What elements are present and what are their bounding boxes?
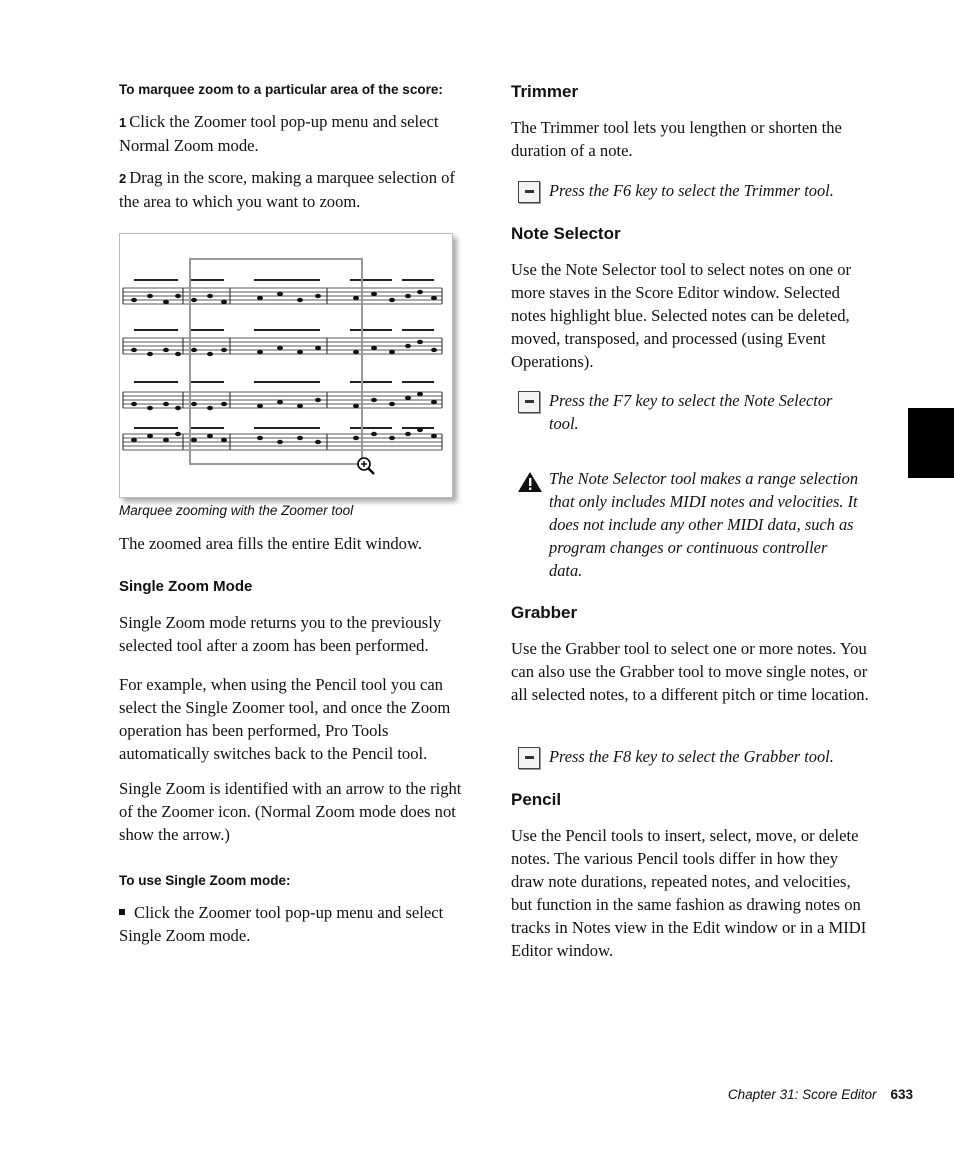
paragraph: For example, when using the Pencil tool you can select the Single Zoomer tool, and once the Zoom operation has been performed, Pro Tools automatically switches back to the Pencil tool. bbox=[119, 675, 451, 763]
step-2 bbox=[119, 166, 479, 213]
bullet-item bbox=[119, 901, 469, 947]
keyboard-key-icon bbox=[518, 391, 540, 413]
section-heading-note-selector: Note Selector bbox=[511, 224, 621, 243]
procedure-heading-single-zoom: To use Single Zoom mode: bbox=[119, 873, 291, 888]
section-heading-pencil: Pencil bbox=[511, 790, 562, 809]
section-heading-trimmer: Trimmer bbox=[511, 82, 579, 101]
step-1 bbox=[119, 110, 479, 157]
section-heading-grabber: Grabber bbox=[511, 603, 578, 622]
zoomer-magnifier-icon bbox=[358, 458, 374, 474]
step-text: Drag in the score, making a marquee selection of the area to which you want to zoom. bbox=[119, 168, 455, 211]
step-number: 1 bbox=[119, 115, 127, 130]
chapter-tab bbox=[908, 408, 954, 478]
step-number: 2 bbox=[119, 171, 127, 186]
score-illustration bbox=[120, 234, 452, 497]
step-text: Click the Zoomer tool pop-up menu and select Normal Zoom mode. bbox=[119, 112, 439, 155]
tip-note: Press the F6 key to select the Trimmer tool. bbox=[549, 181, 834, 200]
tip-note: Press the F8 key to select the Grabber tool. bbox=[549, 747, 834, 766]
keyboard-key-icon bbox=[518, 747, 540, 769]
footer-chapter: Chapter 31: Score Editor bbox=[727, 1087, 877, 1102]
page-number: 633 bbox=[890, 1087, 913, 1102]
score-zoom-figure bbox=[119, 233, 453, 498]
section-heading-single-zoom: Single Zoom Mode bbox=[119, 578, 253, 595]
paragraph: The zoomed area fills the entire Edit window. bbox=[119, 534, 423, 553]
paragraph: Use the Pencil tools to insert, select, move, or delete notes. The various Pencil tools differ in how they draw note durations, repeated notes, and velocities, but function in the same fashion as drawing notes on tracks in Notes view in the Edit window or in a MIDI Editor window. bbox=[511, 826, 867, 960]
warning-triangle-icon bbox=[517, 471, 543, 493]
figure-caption: Marquee zooming with the Zoomer tool bbox=[119, 503, 354, 518]
bullet-icon bbox=[119, 909, 125, 915]
procedure-heading-marquee-zoom: To marquee zoom to a particular area of the score: bbox=[119, 82, 443, 97]
marquee-selection bbox=[190, 259, 362, 464]
paragraph: The Trimmer tool lets you lengthen or shorten the duration of a note. bbox=[511, 118, 842, 160]
paragraph: Single Zoom mode returns you to the previously selected tool after a zoom has been performed. bbox=[119, 613, 442, 655]
paragraph: Use the Note Selector tool to select notes on one or more staves in the Score Editor window. Selected notes highlight blue. Selected notes can be deleted, moved, transposed, and processed (using Event Operations). bbox=[511, 260, 852, 371]
bullet-text: Click the Zoomer tool pop-up menu and select Single Zoom mode. bbox=[119, 903, 444, 945]
tip-note: Press the F7 key to select the Note Selector tool. bbox=[549, 391, 833, 433]
page-footer bbox=[728, 1087, 913, 1102]
staff-line-group bbox=[123, 288, 442, 304]
paragraph: Use the Grabber tool to select one or more notes. You can also use the Grabber tool to move single notes, or all selected notes, to a different pitch or time location. bbox=[511, 639, 869, 704]
keyboard-key-icon bbox=[518, 181, 540, 203]
paragraph: Single Zoom is identified with an arrow to the right of the Zoomer icon. (Normal Zoom mode does not show the arrow.) bbox=[119, 779, 462, 844]
warning-note: The Note Selector tool makes a range selection that only includes MIDI notes and velocities. It does not include any other MIDI data, such as program changes or continuous controller data. bbox=[549, 469, 859, 580]
